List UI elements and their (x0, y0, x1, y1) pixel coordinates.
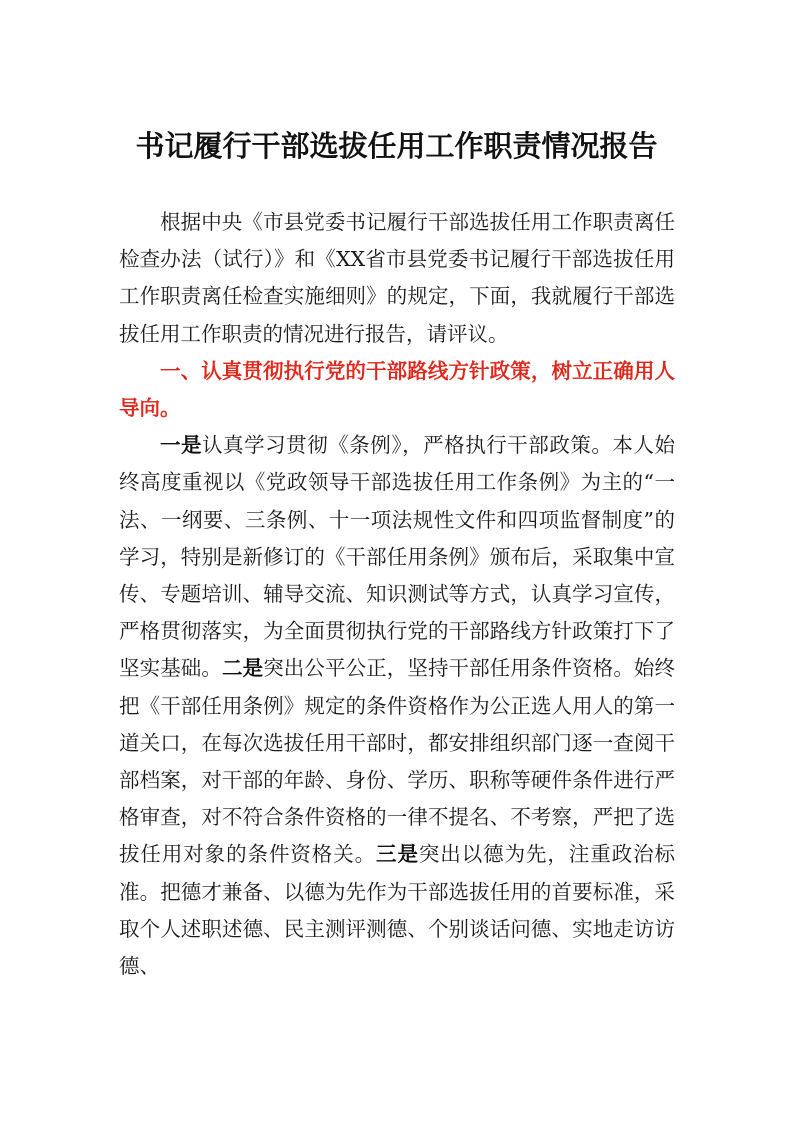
point-1-text: 认真学习贯彻《条例》，严格执行干部政策。本人始终高度重视以《党政领导干部选拔任用工作条例》为主的“一法、一纲要、三条例、十一项法规性文件和四项监督制度”的学习，特别是新修订的《干部任用条例》颁布后，采取集中宣传、专题培训、辅导交流、知识测试等方式，认真学习宣传，严格贯彻落实，为全面贯彻执行党的干部路线方针政策打下了坚实基础。 (119, 433, 675, 681)
intro-paragraph: 根据中央《市县党委书记履行干部选拔任用工作职责离任检查办法（试行）》和《XX省市县党委书记履行干部选拔任用工作职责离任检查实施细则》的规定，下面，我就履行干部选拔任用工作职责的情况进行报告，请评议。 (119, 210, 675, 346)
point-3-text: 突出以德为先，注重政治标准。把德才兼备、以德为先作为干部选拔任用的首要标准，采取个人述职述德、民主测评测德、个别谈话问德、实地走访访德、 (119, 842, 676, 979)
document-title: 书记履行干部选拔任用工作职责情况报告 (135, 129, 658, 163)
point-1-lead: 一是 (160, 433, 203, 458)
section-1-paragraph (119, 427, 675, 985)
point-3-lead: 三是 (376, 842, 419, 867)
point-2-text: 突出公平公正，坚持干部任用条件资格。始终把《干部任用条例》规定的条件资格作为公正选人用人的第一道关口，在每次选拔任用干部时，都安排组织部门逐一查阅干部档案，对干部的年龄、身份、学历、职称等硬件条件进行严格审查，对不符合条件资格的一律不提名、不考察，严把了选拔任用对象的条件资格关。 (119, 656, 676, 867)
document-body (119, 204, 675, 985)
point-2-lead: 二是 (221, 656, 264, 681)
section-1-heading: 一、认真贯彻执行党的干部路线方针政策，树立正确用人导向。 (119, 358, 675, 421)
